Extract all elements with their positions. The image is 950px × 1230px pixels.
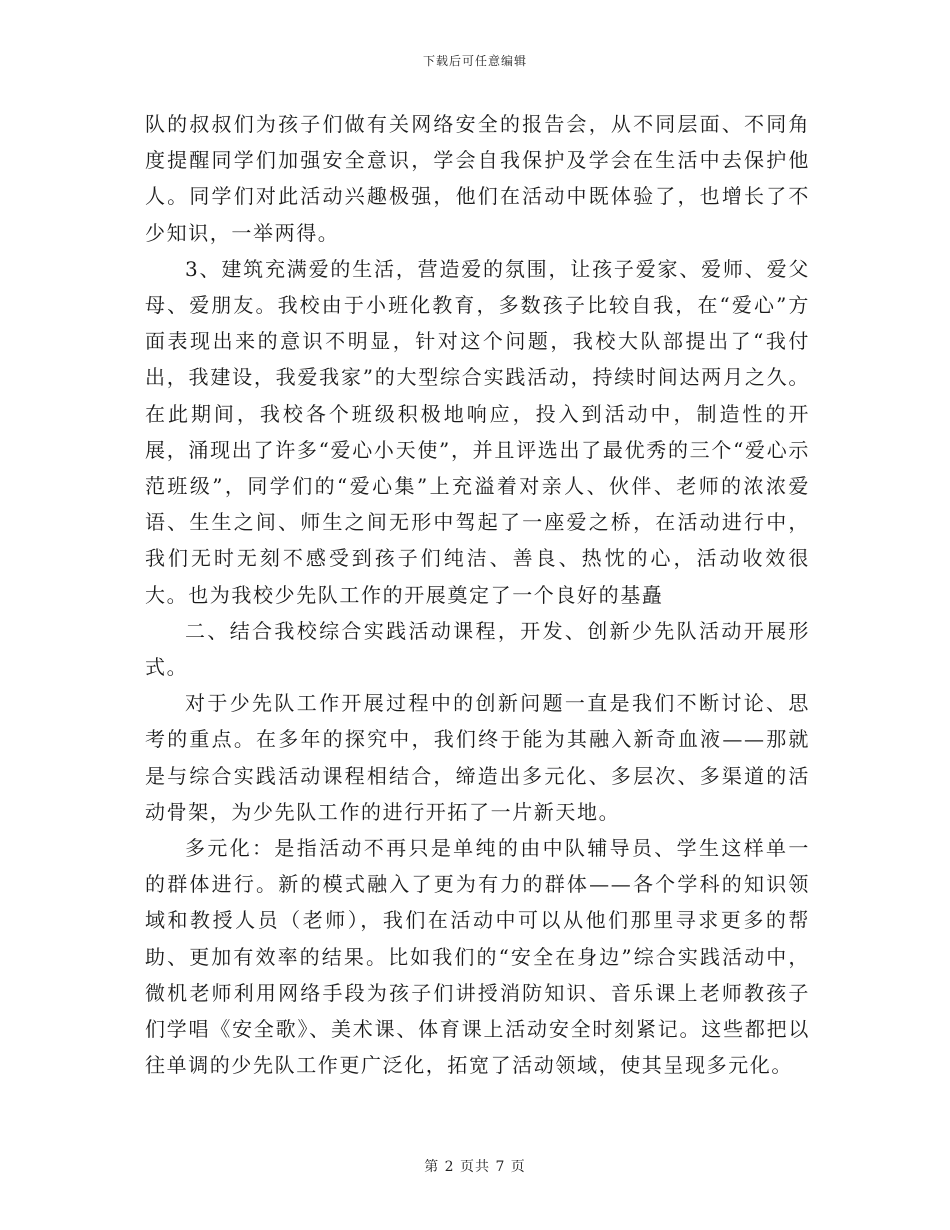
section-heading-two: 二、结合我校综合实践活动课程，开发、创新少先队活动开展形式。 xyxy=(145,618,810,680)
page-footer: 第 2 页共 7 页 xyxy=(424,1159,526,1175)
paragraph-continuation: 队的叔叔们为孩子们做有关网络安全的报告会，从不同层面、不同角度提醒同学们加强安全意识，学会自我保护及学会在生活中去保护他人。同学们对此活动兴趣极强，他们在活动中既体验了，也增长了不少知识，一举两得。 xyxy=(145,112,810,245)
body-text xyxy=(145,106,810,1083)
page-header: 下载后可任意编辑 xyxy=(422,54,527,68)
paragraph-love-life: 3、建筑充满爱的生活，营造爱的氛围，让孩子爱家、爱师、爱父母、爱朋友。我校由于小班化教育，多数孩子比较自我，在“爱心”方面表现出来的意识不明显，针对这个问题，我校大队部提出了“我付出，我建设，我爱我家”的大型综合实践活动，持续时间达两月之久。在此期间，我校各个班级积极地响应，投入到活动中，制造性的开展，涌现出了许多“爱心小天使”，并且评选出了最优秀的三个“爱心示范班级”，同学们的“爱心集”上充溢着对亲人、伙伴、老师的浓浓爱语、生生之间、师生之间无形中驾起了一座爱之桥，在活动进行中，我们无时无刻不感受到孩子们纯洁、善良、热忱的心，活动收效很大。也为我校少先队工作的开展奠定了一个良好的基矗 xyxy=(145,256,810,607)
paragraph-innovation: 对于少先队工作开展过程中的创新问题一直是我们不断讨论、思考的重点。在多年的探究中，我们终于能为其融入新奇血液——那就是与综合实践活动课程相结合，缔造出多元化、多层次、多渠道的活动骨架，为少先队工作的进行开拓了一片新天地。 xyxy=(145,691,810,824)
paragraph-diversification: 多元化：是指活动不再只是单纯的由中队辅导员、学生这样单一的群体进行。新的模式融入了更为有力的群体——各个学科的知识领域和教授人员（老师），我们在活动中可以从他们那里寻求更多的帮助、更加有效率的结果。比如我们的“安全在身边”综合实践活动中，微机老师利用网络手段为孩子们讲授消防知识、音乐课上老师教孩子们学唱《安全歌》、美术课、体育课上活动安全时刻紧记。这些都把以往单调的少先队工作更广泛化，拓宽了活动领域，使其呈现多元化。 xyxy=(145,836,810,1078)
